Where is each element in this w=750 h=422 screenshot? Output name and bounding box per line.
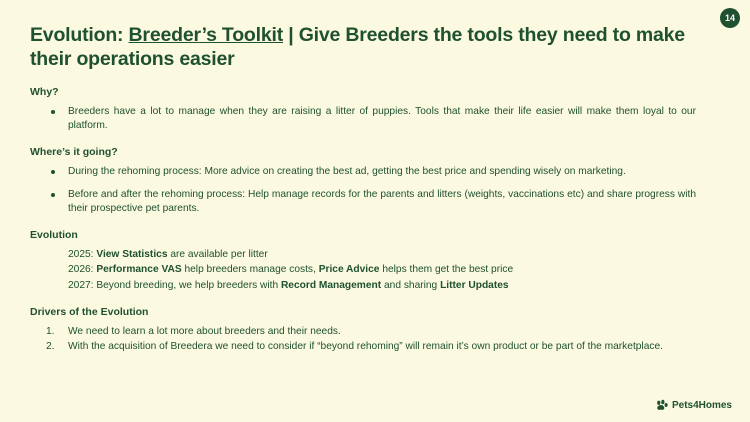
list-item: During the rehoming process: More advice on creating the best ad, getting the best price and spending wisely on marketing.	[30, 165, 696, 179]
section-heading-why: Why?	[30, 85, 59, 98]
list-item: Before and after the rehoming process: Help manage records for the parents and litters (weights, vaccinations etc) and share progress with their prospective pet parents.	[30, 188, 696, 216]
section-heading-drivers: Drivers of the Evolution	[30, 306, 149, 319]
list-item: Breeders have a lot to manage when they are raising a litter of puppies. Tools that make their life easier will make them loyal to our platform.	[30, 105, 696, 133]
evolution-text: and sharing	[381, 279, 441, 291]
title-suffix: | Give Breeders the tools they need to make their operations easier	[30, 24, 685, 70]
paw-icon	[655, 399, 668, 412]
page-number-badge: 14	[720, 8, 740, 28]
section-drivers	[30, 306, 720, 354]
evolution-bold-term: Price Advice	[318, 264, 380, 276]
title-prefix: Evolution:	[30, 24, 129, 46]
list-item: We need to learn a lot more about breeders and their needs.	[68, 326, 341, 338]
evolution-year: 2027:	[68, 279, 97, 291]
evolution-text: Beyond breeding, we help breeders with	[96, 279, 281, 291]
page-title	[30, 24, 698, 72]
evolution-timeline	[30, 248, 720, 293]
evolution-text: are available per litter	[167, 248, 268, 260]
evolution-bold-term: View Statistics	[96, 248, 168, 260]
list-item: With the acquisition of Breedera we need to consider if “beyond rehoming” will remain it’s own product or be part of the marketplace.	[68, 341, 663, 353]
evolution-text: help breeders manage costs,	[181, 264, 319, 276]
section-heading-evolution: Evolution	[30, 228, 78, 241]
footer-brand-logo	[655, 399, 732, 412]
bullet-list-where-its-going	[30, 165, 720, 216]
numbered-list-drivers	[30, 325, 720, 354]
section-evolution	[30, 229, 720, 293]
evolution-bold-term: Performance VAS	[96, 264, 182, 276]
brand-name: Pets4Homes	[671, 400, 732, 411]
evolution-line-2027	[68, 279, 720, 293]
section-why	[30, 86, 720, 133]
evolution-year: 2026:	[68, 264, 97, 276]
section-heading-where-its-going: Where’s it going?	[30, 145, 118, 158]
evolution-bold-term: Record Management	[280, 279, 382, 291]
bullet-list-why	[30, 105, 720, 133]
title-block	[30, 24, 720, 72]
section-where-its-going	[30, 146, 720, 216]
evolution-line-2025	[68, 248, 720, 262]
evolution-text: helps them get the best price	[379, 264, 514, 276]
evolution-bold-term: Litter Updates	[440, 279, 509, 291]
evolution-year: 2025:	[68, 248, 97, 260]
evolution-line-2026	[68, 263, 720, 277]
title-link-breeders-toolkit[interactable]: Breeder’s Toolkit	[128, 24, 283, 46]
